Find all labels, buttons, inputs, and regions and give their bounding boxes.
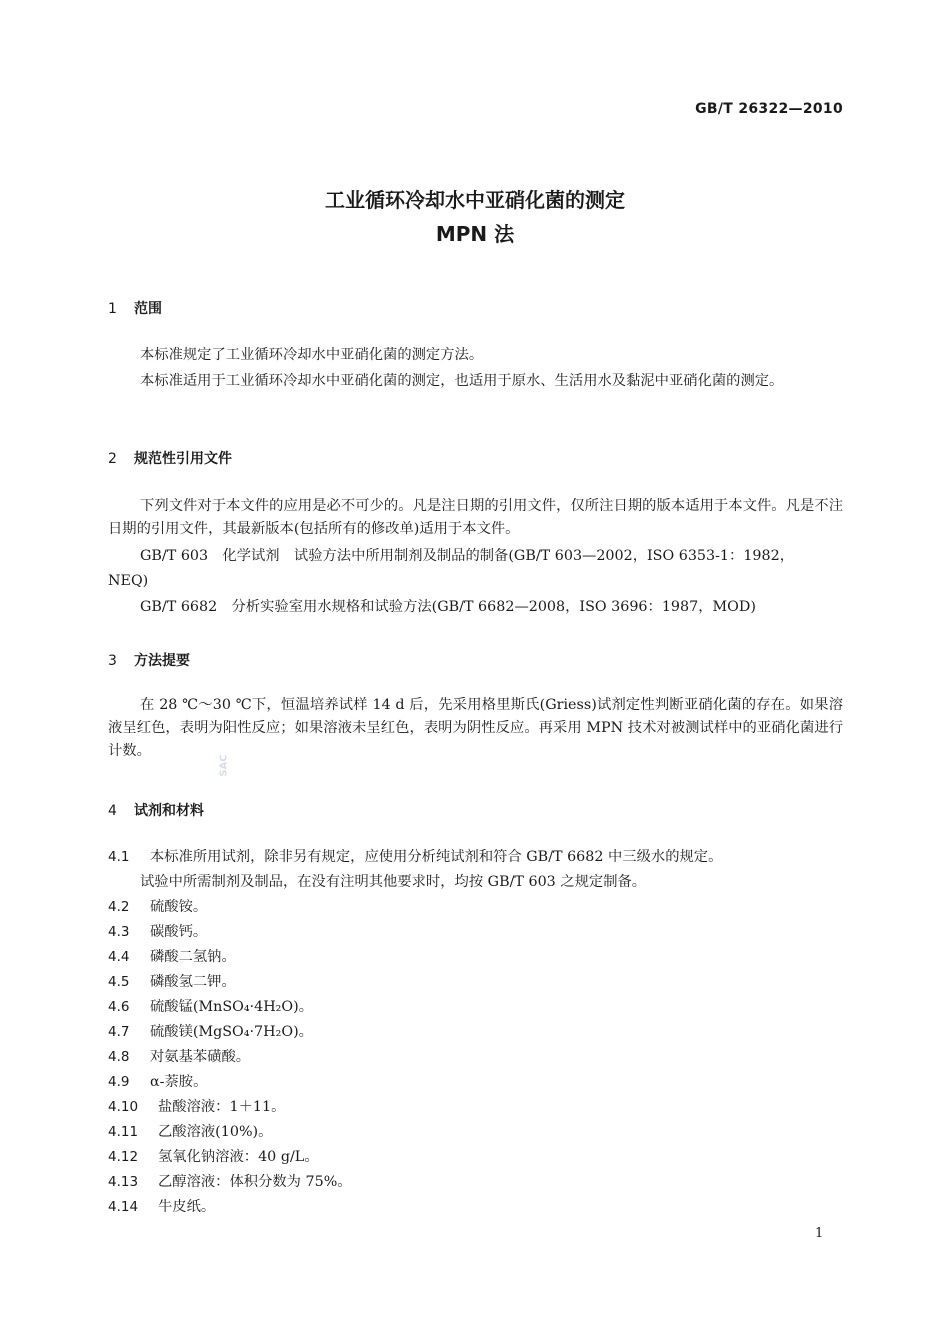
paragraph: 本标准规定了工业循环冷却水中亚硝化菌的测定方法。 [140, 347, 484, 363]
paragraph: 试验中所需制剂及制品，在没有注明其他要求时，均按 GB/T 603 之规定制备。 [140, 874, 647, 890]
list-item: 4.13 乙醇溶液：体积分数为 75%。 [108, 1174, 352, 1190]
list-item: 4.8 对氨基苯磺酸。 [108, 1049, 251, 1065]
section-number: 1 [108, 301, 117, 317]
watermark: SAC [218, 754, 230, 777]
paragraph: 本标准适用于工业循环冷却水中亚硝化菌的测定，也适用于原水、生活用水及黏泥中亚硝化菌的测定。 [140, 373, 784, 389]
page-number: 1 [815, 1226, 824, 1241]
list-item: 4.7 硫酸镁(MgSO₄·7H₂O)。 [108, 1024, 313, 1040]
list-item: 4.3 碳酸钙。 [108, 924, 208, 940]
list-item: 4.1 本标准所用试剂，除非另有规定，应使用分析纯试剂和符合 GB/T 6682 中三级水的规定。 [108, 849, 723, 865]
standard-number: GB/T 26322—2010 [695, 101, 843, 117]
section-number: 2 [108, 451, 117, 467]
list-item: 4.4 磷酸二氢钠。 [108, 949, 236, 965]
list-item: 4.2 硫酸铵。 [108, 899, 208, 915]
reference-gbt603: GB/T 603 化学试剂 试验方法中所用制剂及制品的制备(GB/T 603—2002，ISO 6353-1：1982， [140, 548, 795, 564]
section-heading-2 [108, 448, 232, 468]
list-item: 4.5 磷酸氢二钾。 [108, 974, 236, 990]
section-title: 规范性引用文件 [134, 451, 232, 467]
section-heading-1 [108, 298, 162, 318]
document-title: 工业循环冷却水中亚硝化菌的测定 [325, 188, 625, 212]
section-heading-3 [108, 650, 190, 670]
list-item: 4.6 硫酸锰(MnSO₄·4H₂O)。 [108, 999, 313, 1015]
paragraph: 在 28 ℃～30 ℃下，恒温培养试样 14 d 后，先采用格里斯氏(Griess)试剂定性判断亚硝化菌的存在。如果溶液呈红色，表明为阳性反应；如果溶液未呈红色，表明为阴性反应。再采用 MPN 技术对被测试样中的亚硝化菌进行计数。 [108, 697, 843, 759]
paragraph: 下列文件对于本文件的应用是必不可少的。凡是注日期的引用文件，仅所注日期的版本适用于本文件。凡是不注日期的引用文件，其最新版本(包括所有的修改单)适用于本文件。 [108, 498, 843, 537]
list-item: 4.14 牛皮纸。 [108, 1199, 216, 1215]
section-number: 4 [108, 803, 117, 819]
section-title: 方法提要 [134, 653, 190, 669]
list-item: 4.9 α-萘胺。 [108, 1074, 208, 1090]
reference-gbt6682: GB/T 6682 分析实验室用水规格和试验方法(GB/T 6682—2008，ISO 3696：1987，MOD) [140, 599, 756, 615]
section-title: 试剂和材料 [134, 803, 204, 819]
reference-gbt603-cont: NEQ) [108, 573, 149, 589]
list-item: 4.10 盐酸溶液：1＋11。 [108, 1099, 286, 1115]
section-title: 范围 [134, 301, 162, 317]
section-number: 3 [108, 653, 117, 669]
document-subtitle: MPN 法 [435, 222, 515, 246]
list-item: 4.11 乙酸溶液(10%)。 [108, 1124, 273, 1140]
list-item: 4.12 氢氧化钠溶液：40 g/L。 [108, 1149, 319, 1165]
section-heading-4 [108, 800, 204, 820]
